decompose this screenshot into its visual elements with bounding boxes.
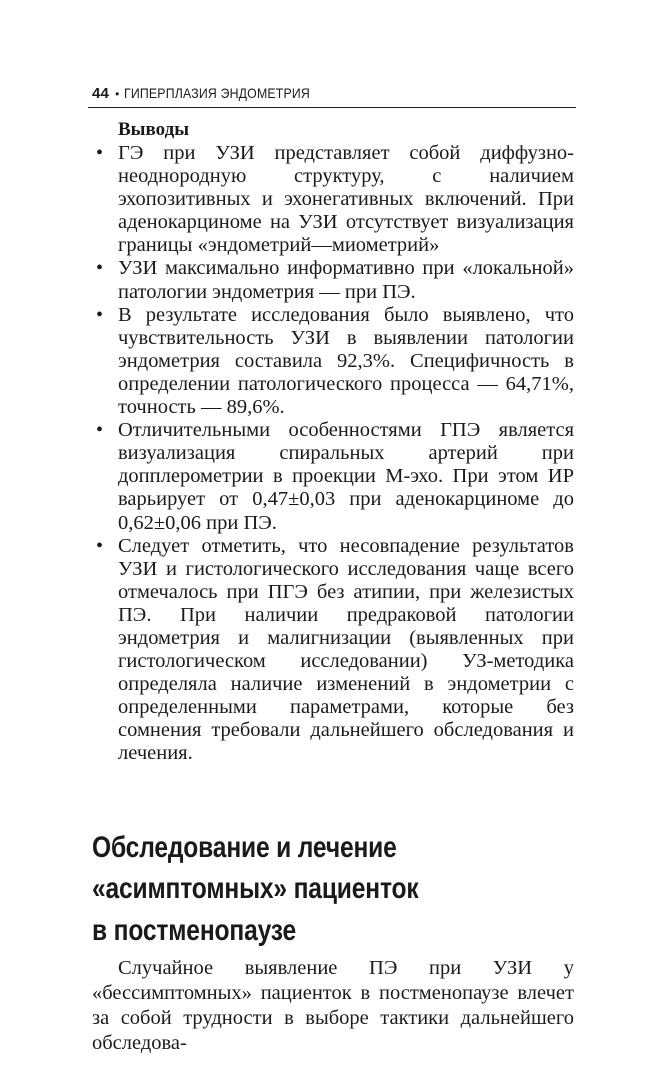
bullet-icon: • xyxy=(96,534,104,557)
conclusion-text: ГЭ при УЗИ представляет собой диффузно-неоднородную структуру, с наличием эхопозитивных и эхонегативных включений. При аденокарциноме на УЗИ отсутствует визуализация границы «эндометрий—миометрий» xyxy=(118,142,574,257)
bullet-icon: • xyxy=(96,419,104,442)
conclusion-item xyxy=(92,419,574,534)
conclusion-text: В результате исследования было выявлено, что чувствительность УЗИ в выявлении патологии эндометрия составила 92,3%. Специфичность в определении патологического процесса — 64,71%, точность — 89,6%. xyxy=(118,303,574,419)
conclusion-item xyxy=(92,257,574,303)
conclusions-heading: Выводы xyxy=(118,119,190,140)
conclusion-item xyxy=(92,142,574,257)
section-title-line: в постменопаузе xyxy=(92,913,297,947)
conclusion-text: УЗИ максимально информативно при «локальной» патологии эндометрия — при ПЭ. xyxy=(118,257,574,303)
header-bullet: • xyxy=(115,87,120,101)
section-paragraph: Случайное выявление ПЭ при УЗИ у «бессимптомных» пациенток в постменопаузе влечет за собой трудности в выборе тактики дальнейшего обследова- xyxy=(92,956,574,1054)
section-title-line: «асимптомных» пациенток xyxy=(92,872,419,906)
bullet-icon: • xyxy=(96,257,104,280)
conclusion-item xyxy=(92,535,574,766)
conclusion-text: Следует отметить, что несовпадение результатов УЗИ и гистологического исследования чаще всего отмечалось при ПГЭ без атипии, при железистых ПЭ. При наличии предраковой патологии эндометрия и малигнизации (выявленных при гистологическом исследовании) УЗ-методика определяла наличие изменений в эндометрии с определенными параметрами, которые без сомнения требовали дальнейшего обследования и лечения. xyxy=(118,534,574,765)
conclusion-item xyxy=(92,304,574,419)
header-rule xyxy=(88,107,576,108)
section-title xyxy=(92,827,477,952)
running-title: ГИПЕРПЛАЗИЯ ЭНДОМЕТРИЯ xyxy=(123,85,310,101)
bullet-icon: • xyxy=(96,142,104,164)
bullet-icon: • xyxy=(96,303,104,326)
section-title-line: Обследование и лечение xyxy=(92,830,397,864)
conclusion-text: Отличительными особенностями ГПЭ является визуализация спиральных артерий при допплерометрии в проекции М-эхо. При этом ИР варьирует от 0,47±0,03 при аденокарциноме до 0,62±0,06 при ПЭ. xyxy=(118,419,574,534)
conclusions-list xyxy=(92,142,574,766)
running-header xyxy=(92,80,572,106)
page-number: 44 xyxy=(92,85,110,102)
conclusions-section xyxy=(92,118,574,766)
